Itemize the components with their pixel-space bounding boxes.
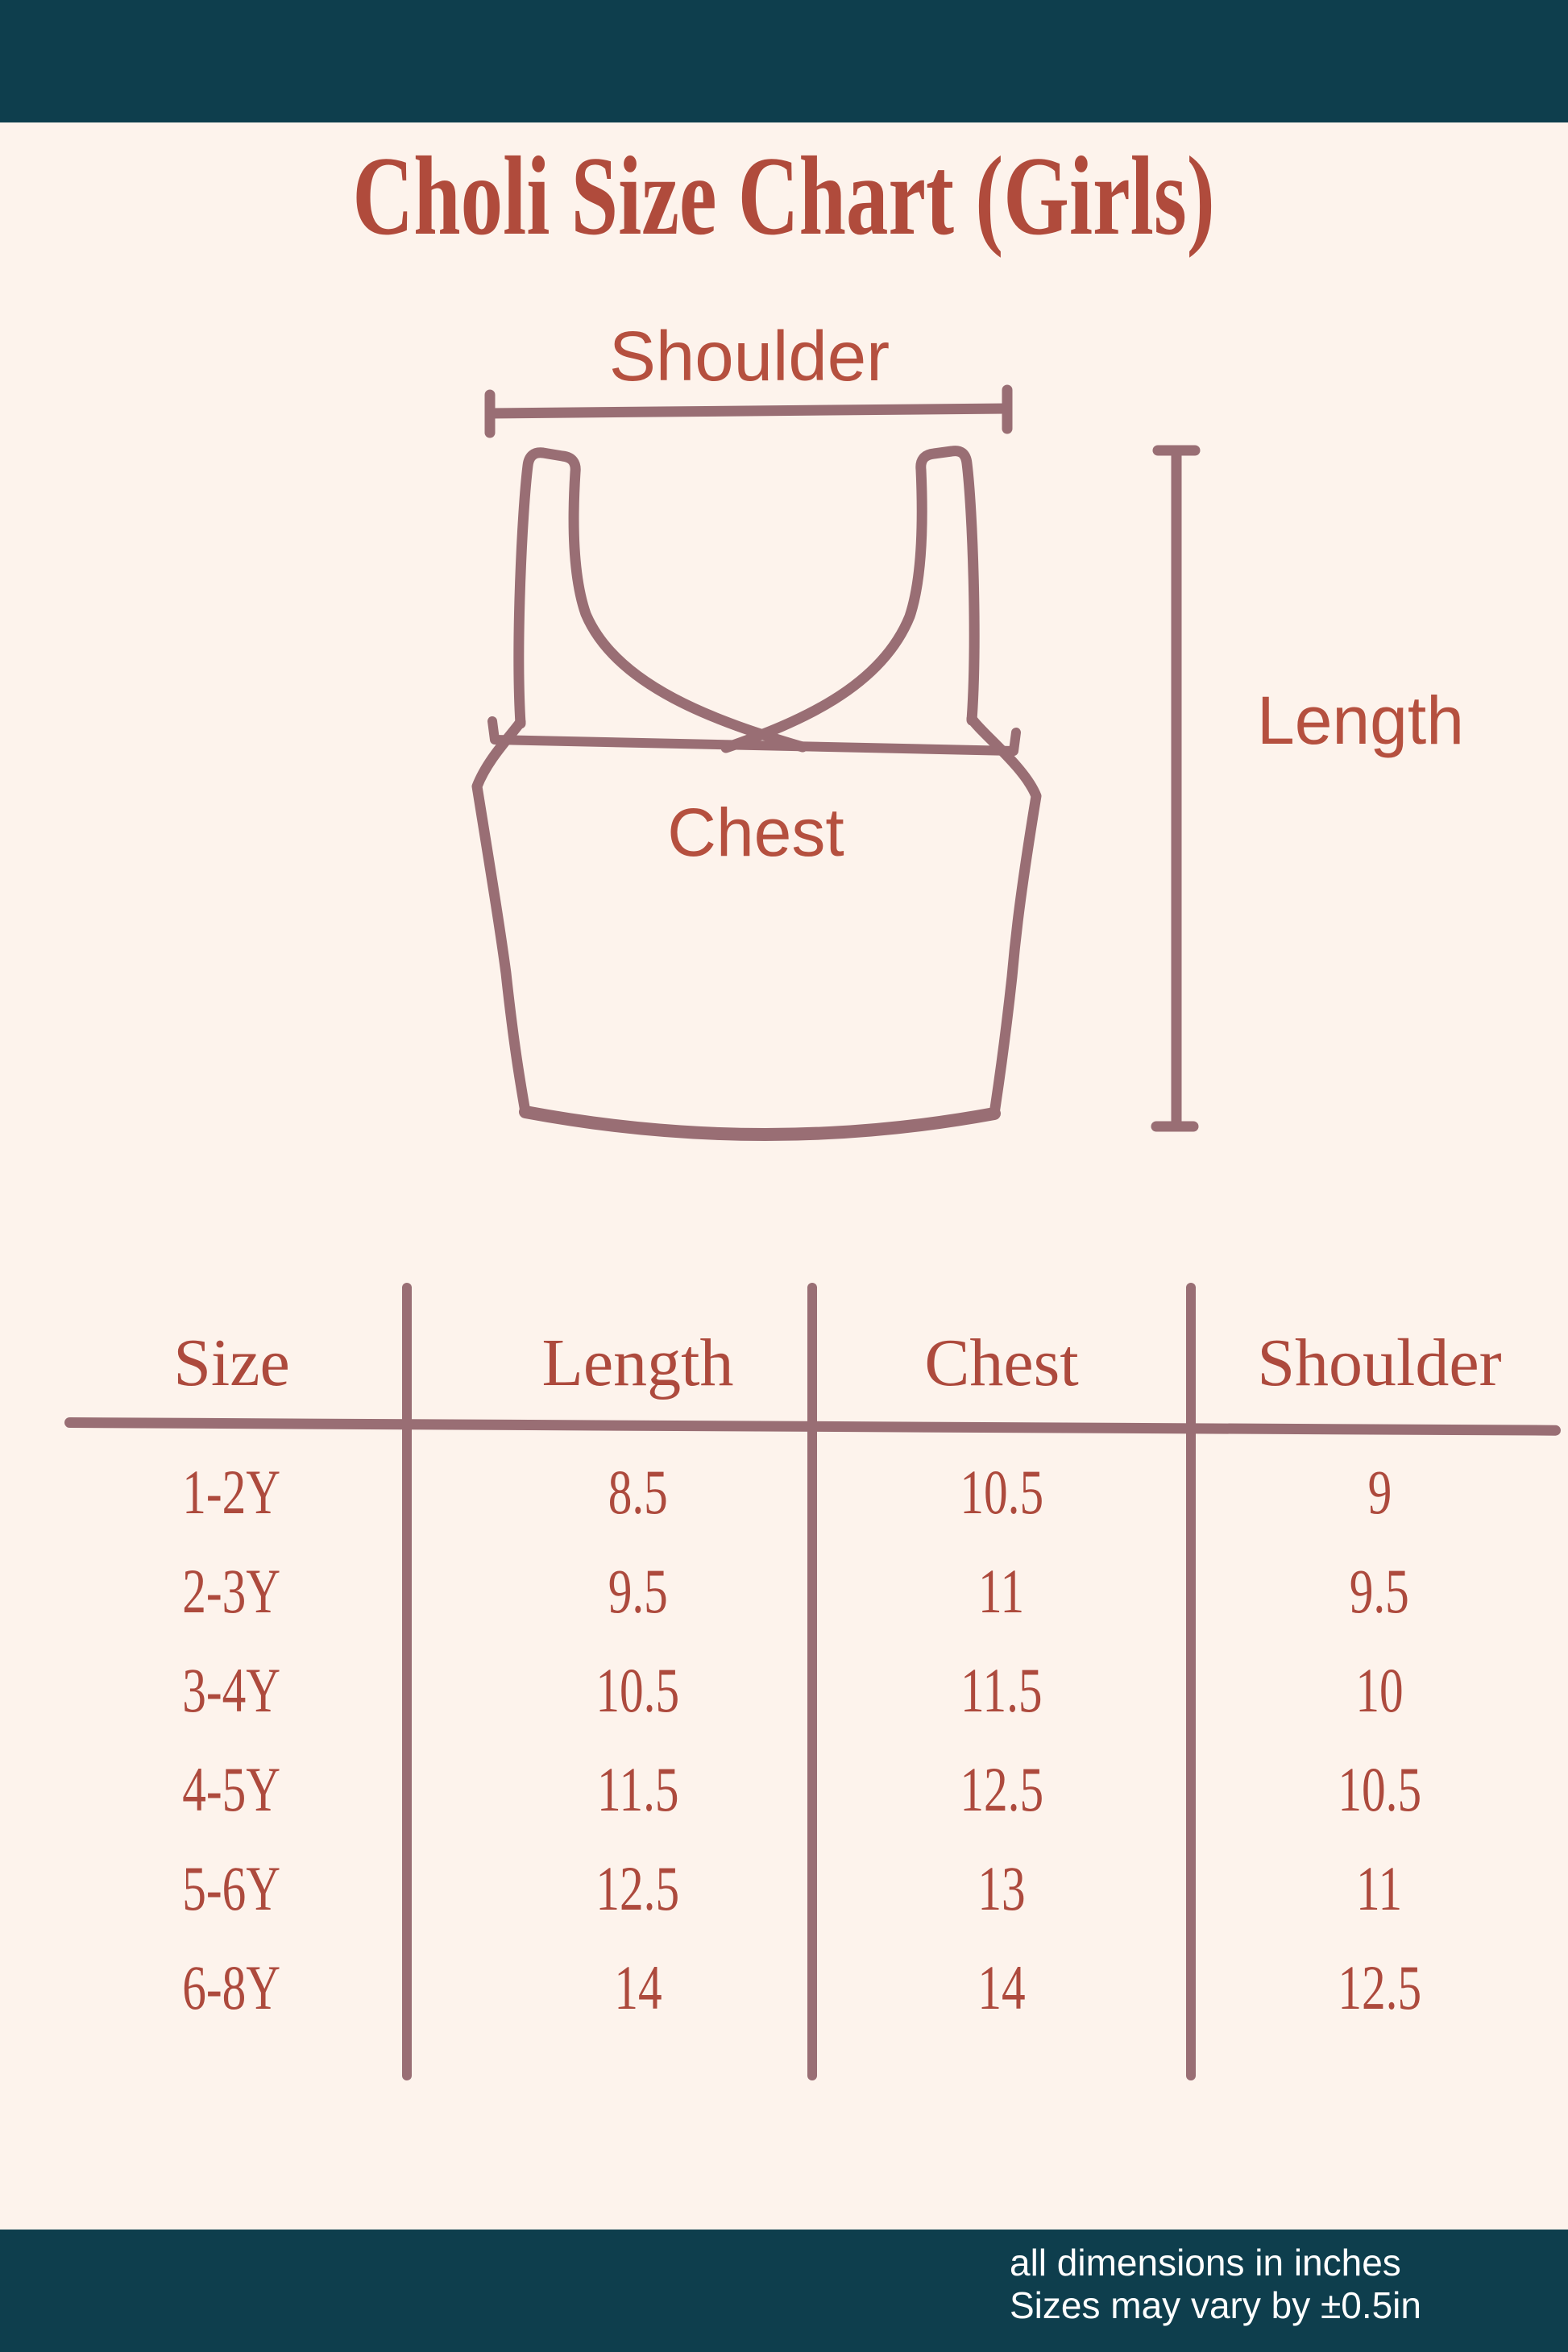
table-cell: 11 [1356,1852,1403,1923]
table-cell: 11.5 [960,1654,1043,1725]
table-cell: 14 [977,1952,1026,2022]
footer-units-note: all dimensions in inches [1010,2242,1401,2284]
shoulder-diagram-label: Shoulder [608,317,890,396]
choli-garment-diagram [451,371,1257,1168]
row-label: 2-3Y [182,1555,281,1626]
page-title [0,131,1568,261]
table-cell: 9.5 [1349,1555,1410,1626]
table-divider-2 [807,1283,817,2080]
column-header-length: Length [541,1325,734,1400]
row-label: 6-8Y [182,1952,281,2022]
row-label: 1-2Y [182,1456,281,1527]
right-side-seam [972,719,1036,1114]
table-cell: 9 [1367,1456,1392,1527]
right-strap-outline [726,451,974,748]
table-cell: 13 [977,1852,1026,1923]
table-cell: 12.5 [595,1852,680,1923]
top-accent-bar [0,0,1568,122]
size-table [0,1284,1568,2037]
length-measure-line [1156,450,1195,1126]
table-cell: 8.5 [608,1456,668,1527]
table-cell: 12.5 [960,1753,1043,1824]
left-side-seam [477,722,525,1112]
table-cell: 10.5 [1338,1753,1421,1824]
table-cell: 11 [978,1555,1025,1626]
table-cell: 10.5 [960,1456,1043,1527]
hem-line [525,1112,994,1135]
table-divider-1 [402,1283,412,2080]
table-cell: 10.5 [595,1654,680,1725]
column-header-size: Size [173,1325,290,1400]
row-label: 5-6Y [182,1852,281,1923]
left-strap-outline [519,453,803,747]
footer-note [1010,2242,1421,2327]
column-header-shoulder: Shoulder [1257,1325,1502,1400]
footer-tolerance-note: Sizes may vary by ±0.5in [1010,2284,1421,2326]
row-label: 3-4Y [182,1654,281,1725]
table-cell: 14 [613,1952,662,2022]
row-label: 4-5Y [182,1753,281,1824]
table-cell: 10 [1355,1654,1404,1725]
table-cell: 12.5 [1338,1952,1421,2022]
table-divider-3 [1186,1283,1196,2080]
table-cell: 9.5 [608,1555,668,1626]
length-diagram-label: Length [1257,682,1464,758]
column-header-chest: Chest [924,1325,1079,1400]
chest-diagram-label: Chest [667,794,844,870]
table-cell: 11.5 [596,1753,679,1824]
page-title-text: Choli Size Chart (Girls) [352,134,1216,259]
